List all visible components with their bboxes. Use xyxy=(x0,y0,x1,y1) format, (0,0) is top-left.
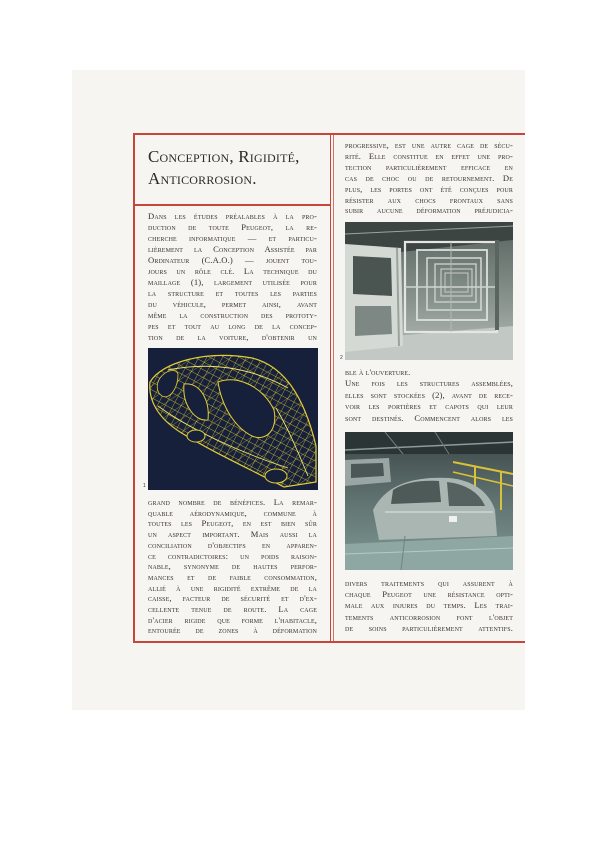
text-line: Ordinateur (C.A.O.) — jouent tou- xyxy=(148,255,317,265)
right-paragraph-1 xyxy=(345,140,513,216)
text-line: chaque Peugeot une résistance opti- xyxy=(345,589,513,600)
text-line: plus, les portes ont été conçues pour xyxy=(345,183,513,194)
figure-number-1: 1 xyxy=(143,483,146,489)
text-line: même la construction des prototy- xyxy=(148,310,317,320)
frame-column-divider-inner xyxy=(333,133,334,642)
text-line: de soins particulièrement attentifs. xyxy=(345,622,513,633)
text-line: sont destinés. Commencent alors les xyxy=(345,412,513,423)
page-title-line-1: Conception, Rigidité, xyxy=(148,147,300,166)
text-line: ce contradictoires: un poids raison- xyxy=(148,550,317,561)
text-line: la structure et toutes les parties xyxy=(148,288,317,298)
text-line: caisse, facteur de sécurité et d'ex- xyxy=(148,593,317,604)
text-line: cellente tenue de route. La cage xyxy=(148,604,317,615)
text-line: tements anticorrosion font l'objet xyxy=(345,611,513,622)
production-line-photo xyxy=(345,432,513,570)
figure-number-2: 2 xyxy=(340,355,343,361)
right-paragraph-3 xyxy=(345,578,513,634)
text-line: grand nombre de bénéfices. La remar- xyxy=(148,497,317,507)
text-line: male aux injures du temps. Les trai- xyxy=(345,600,513,611)
text-line: mances et de faible consommation, xyxy=(148,571,317,582)
text-line: elles sont stockées (2), avant de rece- xyxy=(345,389,513,400)
text-line: nable, synonyme de hautes perfor- xyxy=(148,561,317,572)
text-line: cas de choc ou de retournement. De xyxy=(345,172,513,183)
text-line: divers traitements qui assurent à xyxy=(345,578,513,588)
page-title xyxy=(148,146,320,190)
text-line: quable aérodynamique, commune à xyxy=(148,507,317,518)
text-line: un aspect important. Mais aussi la xyxy=(148,529,317,540)
text-line: lièrement la Conception Assistée par xyxy=(148,244,317,254)
text-line: progressive, est une autre cage de sécu- xyxy=(345,140,513,150)
text-line: toutes les Peugeot, en est bien sûr xyxy=(148,518,317,529)
left-paragraph-1 xyxy=(148,211,317,343)
frame-column-divider xyxy=(330,133,331,642)
text-line: allié à une rigidité extrême de la xyxy=(148,582,317,593)
left-paragraph-2 xyxy=(148,497,317,636)
stored-car-bodies-photo xyxy=(345,222,513,360)
text-line: ble à l'ouverture. xyxy=(345,367,411,377)
text-line: rité. Elle constitue en effet une pro- xyxy=(345,150,513,161)
frame-top-rule xyxy=(133,133,525,135)
text-line: conciliation d'objectifs en apparen- xyxy=(148,539,317,550)
text-line: du véhicule, permet ainsi, avant xyxy=(148,299,317,309)
frame-left-rule xyxy=(133,133,135,642)
text-line: tion de la voiture, d'obtenir un xyxy=(148,332,317,342)
right-paragraph-2 xyxy=(345,367,513,424)
page-title-line-2: Anticorrosion. xyxy=(148,169,257,188)
frame-bottom-rule xyxy=(133,641,525,643)
title-box-rule xyxy=(133,204,331,206)
text-line: tection particulièrement efficace en xyxy=(345,161,513,172)
text-line: duction de toute Peugeot, la re- xyxy=(148,222,317,232)
wireframe-car-image xyxy=(148,348,318,490)
text-line: Une fois les structures assemblées, xyxy=(345,378,513,389)
text-line: cherche informatique — et particu- xyxy=(148,233,317,243)
text-line: résister aux chocs frontaux sans xyxy=(345,194,513,205)
text-line: subir aucune déformation préjudicia- xyxy=(345,205,513,216)
text-line: d'acier rigide que forme l'habitacle, xyxy=(148,614,317,625)
text-line: pes et tout au long de la concep- xyxy=(148,321,317,331)
text-line: voir les portières et capots qui leur xyxy=(345,401,513,412)
text-line: Dans les études préalables à la pro- xyxy=(148,211,317,221)
text-line: jours un rôle clé. La technique du xyxy=(148,266,317,276)
text-line: maillage (1), largement utilisée pour xyxy=(148,277,317,287)
text-line: entourée de zones à déformation xyxy=(148,625,317,636)
